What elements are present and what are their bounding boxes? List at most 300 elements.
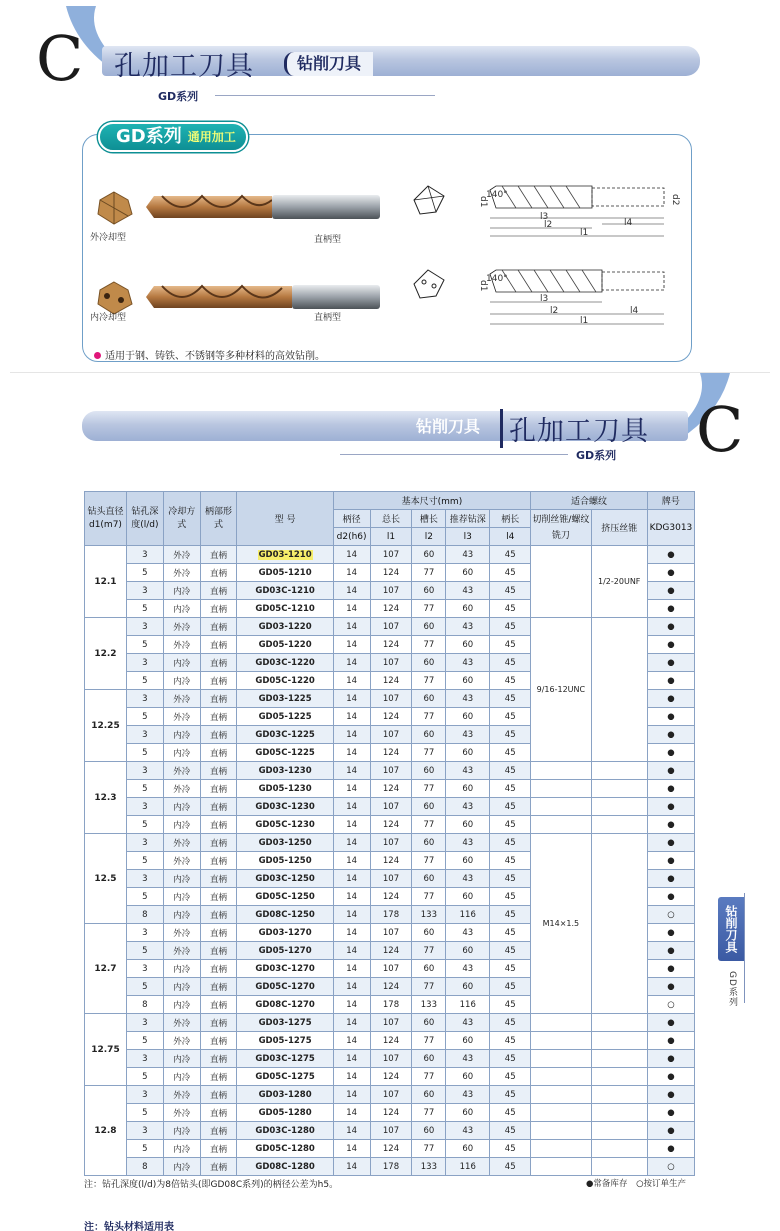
side-tab[interactable]: 钻削刀具 (718, 897, 744, 961)
dim-l2-inner: l2 (550, 306, 559, 316)
l3-cell: 60 (446, 672, 490, 690)
d2-cell: 14 (333, 816, 370, 834)
cut-tap-cell (531, 1050, 591, 1068)
section-letter-right: C (696, 393, 744, 466)
model-code: GD03C-1275 (255, 1053, 315, 1064)
coolant-cell: 内冷 (163, 1050, 200, 1068)
dim-l4-outer: l4 (624, 218, 633, 228)
form-tap-cell (591, 1068, 647, 1086)
l2-cell: 60 (412, 834, 446, 852)
l1-cell: 124 (370, 708, 412, 726)
l3-cell: 43 (446, 762, 490, 780)
d2-cell: 14 (333, 906, 370, 924)
l2-cell: 133 (412, 1158, 446, 1176)
shank-cell: 直柄 (200, 1158, 237, 1176)
l4-cell: 45 (490, 1158, 531, 1176)
grade-cell: ● (647, 618, 694, 636)
shank-cell: 直柄 (200, 726, 237, 744)
depth-cell: 5 (126, 978, 163, 996)
d2-cell: 14 (333, 852, 370, 870)
depth-cell: 8 (126, 906, 163, 924)
diameter-cell: 12.1 (85, 546, 127, 618)
model-cell (237, 600, 333, 618)
model-code: GD03C-1210 (255, 585, 315, 596)
drill-outer-photo (142, 192, 382, 222)
l1-cell: 107 (370, 654, 412, 672)
l4-cell: 45 (490, 744, 531, 762)
grade-cell: ● (647, 852, 694, 870)
l4-cell: 45 (490, 1122, 531, 1140)
l3-cell: 43 (446, 1122, 490, 1140)
l4-cell: 45 (490, 1086, 531, 1104)
grade-cell: ● (647, 564, 694, 582)
l3-cell: 60 (446, 1068, 490, 1086)
l1-cell: 107 (370, 1014, 412, 1032)
model-cell (237, 1032, 333, 1050)
depth-cell: 3 (126, 1014, 163, 1032)
l4-cell: 45 (490, 546, 531, 564)
model-cell (237, 672, 333, 690)
table-row (85, 1140, 695, 1158)
l2-cell: 60 (412, 546, 446, 564)
d2-cell: 14 (333, 654, 370, 672)
depth-cell: 5 (126, 942, 163, 960)
spec-table-body (85, 546, 695, 1176)
note-text: 适用于钢、铸铁、不锈钢等多种材料的高效钻削。 (105, 351, 325, 362)
l2-cell: 60 (412, 1122, 446, 1140)
grade-cell: ● (647, 690, 694, 708)
l3-cell: 43 (446, 1086, 490, 1104)
l2-cell: 133 (412, 906, 446, 924)
l1-cell: 124 (370, 672, 412, 690)
model-cell (237, 888, 333, 906)
table-row (85, 1050, 695, 1068)
l4-cell: 45 (490, 816, 531, 834)
d2-cell: 14 (333, 744, 370, 762)
l4-cell: 45 (490, 870, 531, 888)
l1-cell: 107 (370, 870, 412, 888)
depth-cell: 5 (126, 780, 163, 798)
model-code: GD03-1220 (258, 621, 312, 632)
l4-cell: 45 (490, 960, 531, 978)
model-code: GD08C-1280 (255, 1161, 315, 1172)
d2-cell: 14 (333, 1086, 370, 1104)
model-cell (237, 960, 333, 978)
l4-cell: 45 (490, 978, 531, 996)
shank-cell: 直柄 (200, 600, 237, 618)
l2-cell: 77 (412, 708, 446, 726)
coolant-cell: 外冷 (163, 708, 200, 726)
shank-cell: 直柄 (200, 636, 237, 654)
l1-cell: 124 (370, 888, 412, 906)
model-code: GD05C-1220 (255, 675, 315, 686)
shank-cell: 直柄 (200, 1032, 237, 1050)
d2-cell: 14 (333, 1032, 370, 1050)
l2-cell: 77 (412, 852, 446, 870)
l1-cell: 107 (370, 798, 412, 816)
diameter-cell: 12.8 (85, 1086, 127, 1176)
l3-cell: 60 (446, 1104, 490, 1122)
model-cell (237, 1014, 333, 1032)
coolant-cell: 外冷 (163, 834, 200, 852)
l4-cell: 45 (490, 600, 531, 618)
l2-cell: 60 (412, 1086, 446, 1104)
coolant-cell: 内冷 (163, 906, 200, 924)
depth-cell: 3 (126, 762, 163, 780)
depth-cell: 5 (126, 816, 163, 834)
col-l2: 槽长 (412, 510, 446, 528)
cut-tap-cell (531, 816, 591, 834)
l2-cell: 60 (412, 1014, 446, 1032)
grade-cell: ● (647, 1050, 694, 1068)
col-kdg: KDG3013 (647, 510, 694, 546)
l2-cell: 77 (412, 600, 446, 618)
table-row (85, 1122, 695, 1140)
l4-cell: 45 (490, 582, 531, 600)
cut-tap-cell (531, 1104, 591, 1122)
l3-cell: 60 (446, 1032, 490, 1050)
l2-cell: 77 (412, 744, 446, 762)
grade-cell: ● (647, 582, 694, 600)
l2-cell: 77 (412, 1032, 446, 1050)
grade-cell: ● (647, 1140, 694, 1158)
model-code: GD05C-1250 (255, 891, 315, 902)
dim-angle-outer: 140° (486, 190, 508, 200)
model-cell (237, 1104, 333, 1122)
model-code: GD05C-1275 (255, 1071, 315, 1082)
d2-cell: 14 (333, 636, 370, 654)
form-tap-cell (591, 1086, 647, 1104)
grade-cell: ● (647, 942, 694, 960)
model-cell (237, 816, 333, 834)
l4-cell: 45 (490, 1104, 531, 1122)
l1-cell: 124 (370, 744, 412, 762)
l3-cell: 43 (446, 1050, 490, 1068)
table-row (85, 1014, 695, 1032)
form-tap-cell (591, 1122, 647, 1140)
model-cell (237, 996, 333, 1014)
coolant-cell: 内冷 (163, 744, 200, 762)
coolant-cell: 外冷 (163, 1104, 200, 1122)
l3-cell: 43 (446, 618, 490, 636)
l2-cell: 77 (412, 1104, 446, 1122)
l4-cell: 45 (490, 1140, 531, 1158)
grade-cell: ● (647, 960, 694, 978)
col-l3-sym: l3 (446, 528, 490, 546)
depth-cell: 3 (126, 924, 163, 942)
shank-cell: 直柄 (200, 924, 237, 942)
d2-cell: 14 (333, 1068, 370, 1086)
l3-cell: 43 (446, 1014, 490, 1032)
model-cell (237, 690, 333, 708)
grade-cell: ● (647, 780, 694, 798)
legend-stock: ●常备库存 (586, 1179, 628, 1189)
depth-cell: 3 (126, 834, 163, 852)
l3-cell: 116 (446, 996, 490, 1014)
grade-cell: ● (647, 744, 694, 762)
l3-cell: 60 (446, 1140, 490, 1158)
coolant-cell: 外冷 (163, 636, 200, 654)
d2-cell: 14 (333, 888, 370, 906)
l2-cell: 60 (412, 726, 446, 744)
col-depth: 钻孔深度(l/d) (126, 492, 163, 546)
model-cell (237, 834, 333, 852)
l4-cell: 45 (490, 690, 531, 708)
d2-cell: 14 (333, 582, 370, 600)
coolant-cell: 外冷 (163, 1032, 200, 1050)
l1-cell: 107 (370, 834, 412, 852)
grade-cell: ● (647, 1068, 694, 1086)
l4-cell: 45 (490, 762, 531, 780)
shank-cell: 直柄 (200, 798, 237, 816)
l2-cell: 77 (412, 672, 446, 690)
cut-tap-cell (531, 546, 591, 618)
form-tap-cell (591, 1104, 647, 1122)
col-model: 型 号 (237, 492, 333, 546)
model-code: GD03C-1270 (255, 963, 315, 974)
l4-cell: 45 (490, 942, 531, 960)
shank-cell: 直柄 (200, 870, 237, 888)
coolant-cell: 外冷 (163, 852, 200, 870)
coolant-cell: 外冷 (163, 942, 200, 960)
l1-cell: 124 (370, 1032, 412, 1050)
l2-cell: 77 (412, 888, 446, 906)
side-series-label: GD系列 (727, 971, 737, 1007)
table-row (85, 816, 695, 834)
coolant-cell: 外冷 (163, 924, 200, 942)
depth-cell: 3 (126, 618, 163, 636)
coolant-cell: 外冷 (163, 690, 200, 708)
l3-cell: 60 (446, 852, 490, 870)
d2-cell: 14 (333, 1104, 370, 1122)
coolant-cell: 内冷 (163, 726, 200, 744)
d2-cell: 14 (333, 870, 370, 888)
grade-cell: ● (647, 1032, 694, 1050)
cut-tap-cell (531, 1158, 591, 1176)
l2-cell: 77 (412, 564, 446, 582)
model-code: GD03C-1280 (255, 1125, 315, 1136)
badge-subtitle: 通用加工 (187, 130, 236, 144)
model-code: GD05C-1230 (255, 819, 315, 830)
l2-cell: 60 (412, 654, 446, 672)
l3-cell: 43 (446, 798, 490, 816)
model-cell (237, 708, 333, 726)
coolant-cell: 内冷 (163, 816, 200, 834)
d2-cell: 14 (333, 600, 370, 618)
grade-cell: ● (647, 708, 694, 726)
shank-cell: 直柄 (200, 906, 237, 924)
form-tap-cell (591, 1014, 647, 1032)
d2-cell: 14 (333, 1140, 370, 1158)
grade-cell: ● (647, 870, 694, 888)
l3-cell: 60 (446, 636, 490, 654)
l3-cell: 43 (446, 582, 490, 600)
depth-cell: 3 (126, 726, 163, 744)
badge-title: GD系列 (116, 126, 182, 147)
d2-cell: 14 (333, 672, 370, 690)
table-row (85, 834, 695, 852)
l1-cell: 107 (370, 762, 412, 780)
depth-cell: 3 (126, 546, 163, 564)
coolant-cell: 内冷 (163, 654, 200, 672)
coolant-cell: 内冷 (163, 672, 200, 690)
col-grade: 牌号 (647, 492, 694, 510)
l3-cell: 60 (446, 744, 490, 762)
dim-d2-outer: d2 (670, 194, 680, 206)
application-note (94, 347, 325, 362)
col-cool: 冷却方式 (163, 492, 200, 546)
d2-cell: 14 (333, 1050, 370, 1068)
table-row (85, 1158, 695, 1176)
form-tap-cell (591, 798, 647, 816)
coolant-cell: 内冷 (163, 870, 200, 888)
l3-cell: 116 (446, 906, 490, 924)
grade-cell: ● (647, 978, 694, 996)
grade-cell: ● (647, 546, 694, 564)
l3-cell: 43 (446, 960, 490, 978)
l1-cell: 178 (370, 1158, 412, 1176)
l2-cell: 77 (412, 942, 446, 960)
d2-cell: 14 (333, 564, 370, 582)
shank-cell: 直柄 (200, 708, 237, 726)
shank-cell: 直柄 (200, 978, 237, 996)
coolant-cell: 外冷 (163, 780, 200, 798)
model-code: GD03-1270 (258, 927, 312, 938)
page-title-right: 孔加工刀具 (500, 409, 649, 448)
grade-cell: ● (647, 672, 694, 690)
cut-tap-cell (531, 1140, 591, 1158)
grade-cell: ● (647, 1122, 694, 1140)
depth-cell: 3 (126, 798, 163, 816)
l2-cell: 60 (412, 960, 446, 978)
drill-inner-shank-label: 直柄型 (314, 313, 342, 323)
shank-cell: 直柄 (200, 780, 237, 798)
d2-cell: 14 (333, 618, 370, 636)
form-tap-cell (591, 1158, 647, 1176)
coolant-cell: 内冷 (163, 798, 200, 816)
series-label: GD系列 (158, 90, 199, 103)
table-row (85, 780, 695, 798)
model-cell (237, 870, 333, 888)
model-cell (237, 1086, 333, 1104)
d2-cell: 14 (333, 924, 370, 942)
model-cell (237, 618, 333, 636)
model-code: GD03-1280 (258, 1089, 312, 1100)
grade-cell: ● (647, 636, 694, 654)
drill-tip-outer-icon (92, 188, 136, 228)
col-l3: 推荐钻深 (446, 510, 490, 528)
page-subtitle: 钻削刀具 (284, 52, 373, 76)
d2-cell: 14 (333, 1014, 370, 1032)
depth-cell: 5 (126, 852, 163, 870)
l4-cell: 45 (490, 1068, 531, 1086)
model-cell (237, 906, 333, 924)
model-cell (237, 780, 333, 798)
col-cut-tap: 切削丝锥/螺纹铣刀 (531, 510, 591, 546)
coolant-cell: 内冷 (163, 1122, 200, 1140)
l4-cell: 45 (490, 888, 531, 906)
depth-cell: 5 (126, 564, 163, 582)
legend (580, 1177, 686, 1189)
diameter-cell: 12.75 (85, 1014, 127, 1086)
shank-cell: 直柄 (200, 960, 237, 978)
l1-cell: 107 (370, 726, 412, 744)
l1-cell: 124 (370, 978, 412, 996)
form-tap-cell (591, 834, 647, 1014)
l1-cell: 107 (370, 1086, 412, 1104)
l3-cell: 60 (446, 564, 490, 582)
series-badge (98, 122, 248, 152)
depth-cell: 3 (126, 582, 163, 600)
shank-cell: 直柄 (200, 654, 237, 672)
form-tap-cell (591, 1050, 647, 1068)
grade-cell: ● (647, 726, 694, 744)
d2-cell: 14 (333, 1158, 370, 1176)
l1-cell: 124 (370, 1104, 412, 1122)
l1-cell: 107 (370, 546, 412, 564)
shank-cell: 直柄 (200, 582, 237, 600)
model-cell (237, 654, 333, 672)
model-cell (237, 726, 333, 744)
diameter-cell: 12.25 (85, 690, 127, 762)
model-code: GD05-1280 (258, 1107, 312, 1118)
dim-l2-outer: l2 (544, 220, 553, 230)
l1-cell: 107 (370, 582, 412, 600)
model-code: GD05-1270 (258, 945, 312, 956)
depth-cell: 5 (126, 636, 163, 654)
l3-cell: 60 (446, 816, 490, 834)
model-cell (237, 636, 333, 654)
model-cell (237, 546, 333, 564)
model-code: GD08C-1250 (255, 909, 315, 920)
depth-cell: 5 (126, 708, 163, 726)
side-divider (744, 893, 745, 1003)
table-row (85, 546, 695, 564)
dim-l3-inner: l3 (540, 294, 549, 304)
grade-cell: ● (647, 762, 694, 780)
depth-cell: 8 (126, 1158, 163, 1176)
coolant-cell: 内冷 (163, 1158, 200, 1176)
model-code: GD05-1210 (258, 567, 312, 578)
shank-cell: 直柄 (200, 762, 237, 780)
form-tap-cell (591, 762, 647, 780)
l4-cell: 45 (490, 618, 531, 636)
l4-cell: 45 (490, 564, 531, 582)
d2-cell: 14 (333, 780, 370, 798)
model-code: GD03C-1220 (255, 657, 315, 668)
grade-cell: ● (647, 654, 694, 672)
grade-cell: ● (647, 816, 694, 834)
l3-cell: 43 (446, 546, 490, 564)
depth-cell: 8 (126, 996, 163, 1014)
section-letter: C (36, 22, 84, 95)
grade-cell: ● (647, 834, 694, 852)
diameter-cell: 12.5 (85, 834, 127, 924)
grade-cell: ○ (647, 996, 694, 1014)
l2-cell: 133 (412, 996, 446, 1014)
l1-cell: 124 (370, 636, 412, 654)
l1-cell: 107 (370, 690, 412, 708)
page-subtitle-right: 钻削刀具 (416, 417, 481, 436)
l1-cell: 124 (370, 852, 412, 870)
l4-cell: 45 (490, 924, 531, 942)
l4-cell: 45 (490, 1014, 531, 1032)
col-thread: 适合螺纹 (531, 492, 648, 510)
shank-cell: 直柄 (200, 1050, 237, 1068)
l4-cell: 45 (490, 1032, 531, 1050)
l4-cell: 45 (490, 996, 531, 1014)
l3-cell: 60 (446, 978, 490, 996)
